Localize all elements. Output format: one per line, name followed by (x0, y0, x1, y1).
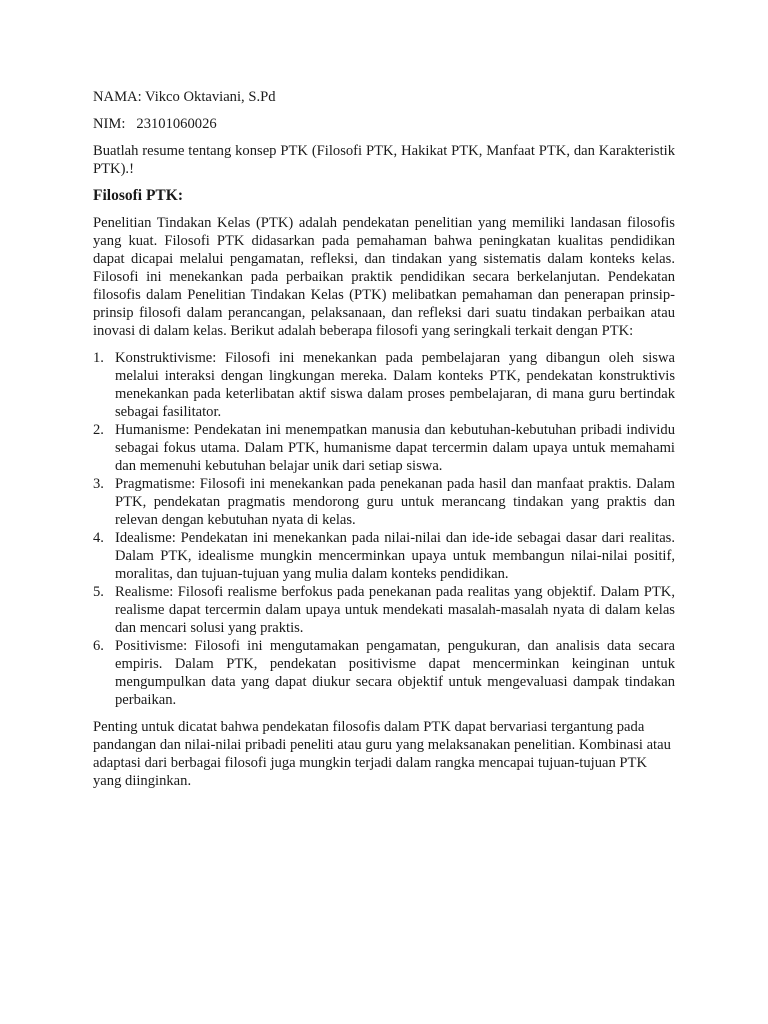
list-item (93, 421, 675, 475)
nim-value: 23101060026 (136, 116, 217, 132)
document-page (93, 88, 675, 790)
task-instruction: Buatlah resume tentang konsep PTK (Filosofi PTK, Hakikat PTK, Manfaat PTK, dan Karakteristik PTK).! (93, 143, 675, 177)
name-line (93, 88, 675, 106)
list-item-number: 4. (93, 530, 104, 546)
list-item-text: Idealisme: Pendekatan ini menekankan pada nilai-nilai dan ide-ide sebagai dasar dari realitas. Dalam PTK, idealisme mungkin mencerminkan upaya untuk membangun nilai-nilai positif, moralitas, dan tujuan-tujuan yang mulia dalam konteks pendidikan. (115, 530, 675, 582)
list-item (93, 349, 675, 421)
intro-paragraph: Penelitian Tindakan Kelas (PTK) adalah pendekatan penelitian yang memiliki landasan filosofis yang kuat. Filosofi PTK didasarkan pada pemahaman bahwa peningkatan kualitas pendidikan dapat dicapai melalui pengamatan, refleksi, dan tindakan yang sistematis dalam konteks kelas. Filosofi ini menekankan pada perbaikan praktik pendidikan secara berkelanjutan. Pendekatan filosofis dalam Penelitian Tindakan Kelas (PTK) melibatkan pemahaman dan penerapan prinsip-prinsip filosofi dalam perancangan, pelaksanaan, dan refleksi dari suatu tindakan perbaikan atau inovasi di dalam kelas. Berikut adalah beberapa filosofi yang seringkali terkait dengan PTK: (93, 215, 675, 339)
name-value: Vikco Oktaviani, S.Pd (145, 89, 276, 105)
list-item-number: 1. (93, 350, 104, 366)
section-title: Filosofi PTK: (93, 187, 183, 204)
name-label: NAMA: (93, 89, 142, 105)
closing-paragraph: Penting untuk dicatat bahwa pendekatan filosofis dalam PTK dapat bervariasi tergantung pada pandangan dan nilai-nilai pribadi peneliti atau guru yang melaksanakan penelitian. Kombinasi atau adaptasi dari berbagai filosofi juga mungkin terjadi dalam rangka mencapai tujuan-tujuan PTK yang diinginkan. (93, 719, 671, 789)
nim-label: NIM: (93, 116, 126, 132)
list-item-text: Konstruktivisme: Filosofi ini menekankan pada pembelajaran yang dibangun oleh siswa melalui interaksi dengan lingkungan mereka. Dalam konteks PTK, pendekatan konstruktivis menekankan pada keterlibatan aktif siswa dalam proses pembelajaran, di mana guru bertindak sebagai fasilitator. (115, 350, 675, 420)
list-item-number: 5. (93, 584, 104, 600)
list-item-number: 6. (93, 638, 104, 654)
list-item (93, 529, 675, 583)
nim-line (93, 115, 675, 133)
list-item-text: Humanisme: Pendekatan ini menempatkan manusia dan kebutuhan-kebutuhan pribadi individu sebagai fokus utama. Dalam PTK, humanisme dapat tercermin dalam upaya untuk memahami dan memenuhi kebutuhan belajar unik dari setiap siswa. (115, 422, 675, 474)
philosophy-list (93, 349, 675, 709)
list-item-text: Realisme: Filosofi realisme berfokus pada penekanan pada realitas yang objektif. Dalam PTK, realisme dapat tercermin dalam upaya untuk mendekati masalah-masalah nyata di dalam kelas dan mencari solusi yang praktis. (115, 584, 675, 636)
list-item (93, 583, 675, 637)
list-item-number: 2. (93, 422, 104, 438)
list-item-text: Positivisme: Filosofi ini mengutamakan pengamatan, pengukuran, dan analisis data secara empiris. Dalam PTK, pendekatan positivisme dapat mencerminkan keinginan untuk mengumpulkan data yang dapat diukur secara objektif untuk mengevaluasi dampak tindakan perbaikan. (115, 638, 675, 708)
list-item-text: Pragmatisme: Filosofi ini menekankan pada penekanan pada hasil dan manfaat praktis. Dalam PTK, pendekatan pragmatis mendorong guru untuk merancang tindakan yang praktis dan relevan dengan kebutuhan nyata di kelas. (115, 476, 675, 528)
list-item-number: 3. (93, 476, 104, 492)
list-item (93, 637, 675, 709)
list-item (93, 475, 675, 529)
